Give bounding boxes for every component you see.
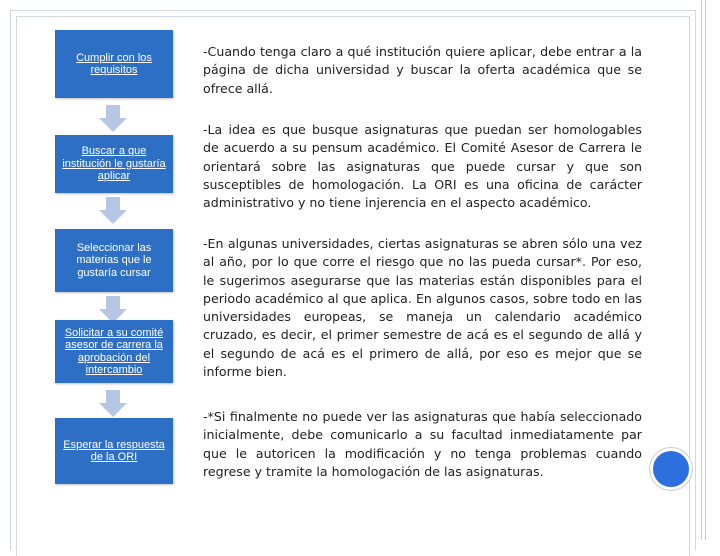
step-label: Esperar la respuesta de la ORI bbox=[63, 438, 165, 463]
step-label: Buscar a que institución le gustaría aplicar bbox=[62, 145, 166, 183]
step-cumplir-requisitos[interactable] bbox=[55, 30, 173, 98]
paragraph-calendario: -En algunas universidades, ciertas asignaturas se abren sólo una vez al año, por lo que corre el riesgo que no las pueda cursar*. Por eso, le sugerimos asegurarse que las materias están disponibles para el periodo académico al que aplica. En algunos casos, sobre todo en las universidades europeas, se maneja un calendario académico cruzado, es decir, el primer semestre de acá es el segundo de allá y el segundo de acá es el primero de allá, por eso es mejor que se informe bien. bbox=[203, 236, 642, 380]
paragraph-aplicar: -Cuando tenga claro a qué institución quiere aplicar, debe entrar a la página de dicha universidad y buscar la oferta académica que se ofrece allá. bbox=[203, 44, 642, 96]
step-label: Solicitar a su comité asesor de carrera la aprobación del intercambio bbox=[64, 326, 164, 376]
down-arrow-icon bbox=[99, 197, 127, 225]
step-buscar-institucion[interactable] bbox=[55, 135, 173, 193]
paragraph-asignaturas: -La idea es que busque asignaturas que puedan ser homologables de acuerdo a su pensum académico. El Comité Asesor de Carrera le orientará sobre las asignaturas que puede cursar y que son susceptibles de homologación. La ORI es una oficina de carácter administrativo y no tiene injerencia en el aspecto académico. bbox=[203, 122, 642, 211]
accent-circle-icon bbox=[650, 448, 692, 490]
step-label: Seleccionar las materias que le gustaría cursar bbox=[76, 241, 152, 279]
right-rail-line bbox=[701, 0, 702, 540]
right-rail-line bbox=[705, 0, 706, 540]
down-arrow-icon bbox=[99, 105, 127, 133]
step-esperar-respuesta[interactable] bbox=[55, 418, 173, 484]
step-label: Cumplir con los requisitos bbox=[76, 51, 152, 76]
step-seleccionar-materias bbox=[55, 229, 173, 292]
paragraph-modificacion: -*Si finalmente no puede ver las asignaturas que había seleccionado inicialmente, debe comunicarlo a su facultad inmediatamente par que le autoricen la modificación y no tenga problemas cuando regrese y tramite la homologación de las asignaturas. bbox=[203, 409, 642, 479]
step-solicitar-comite[interactable] bbox=[55, 320, 173, 383]
down-arrow-icon bbox=[99, 390, 127, 418]
